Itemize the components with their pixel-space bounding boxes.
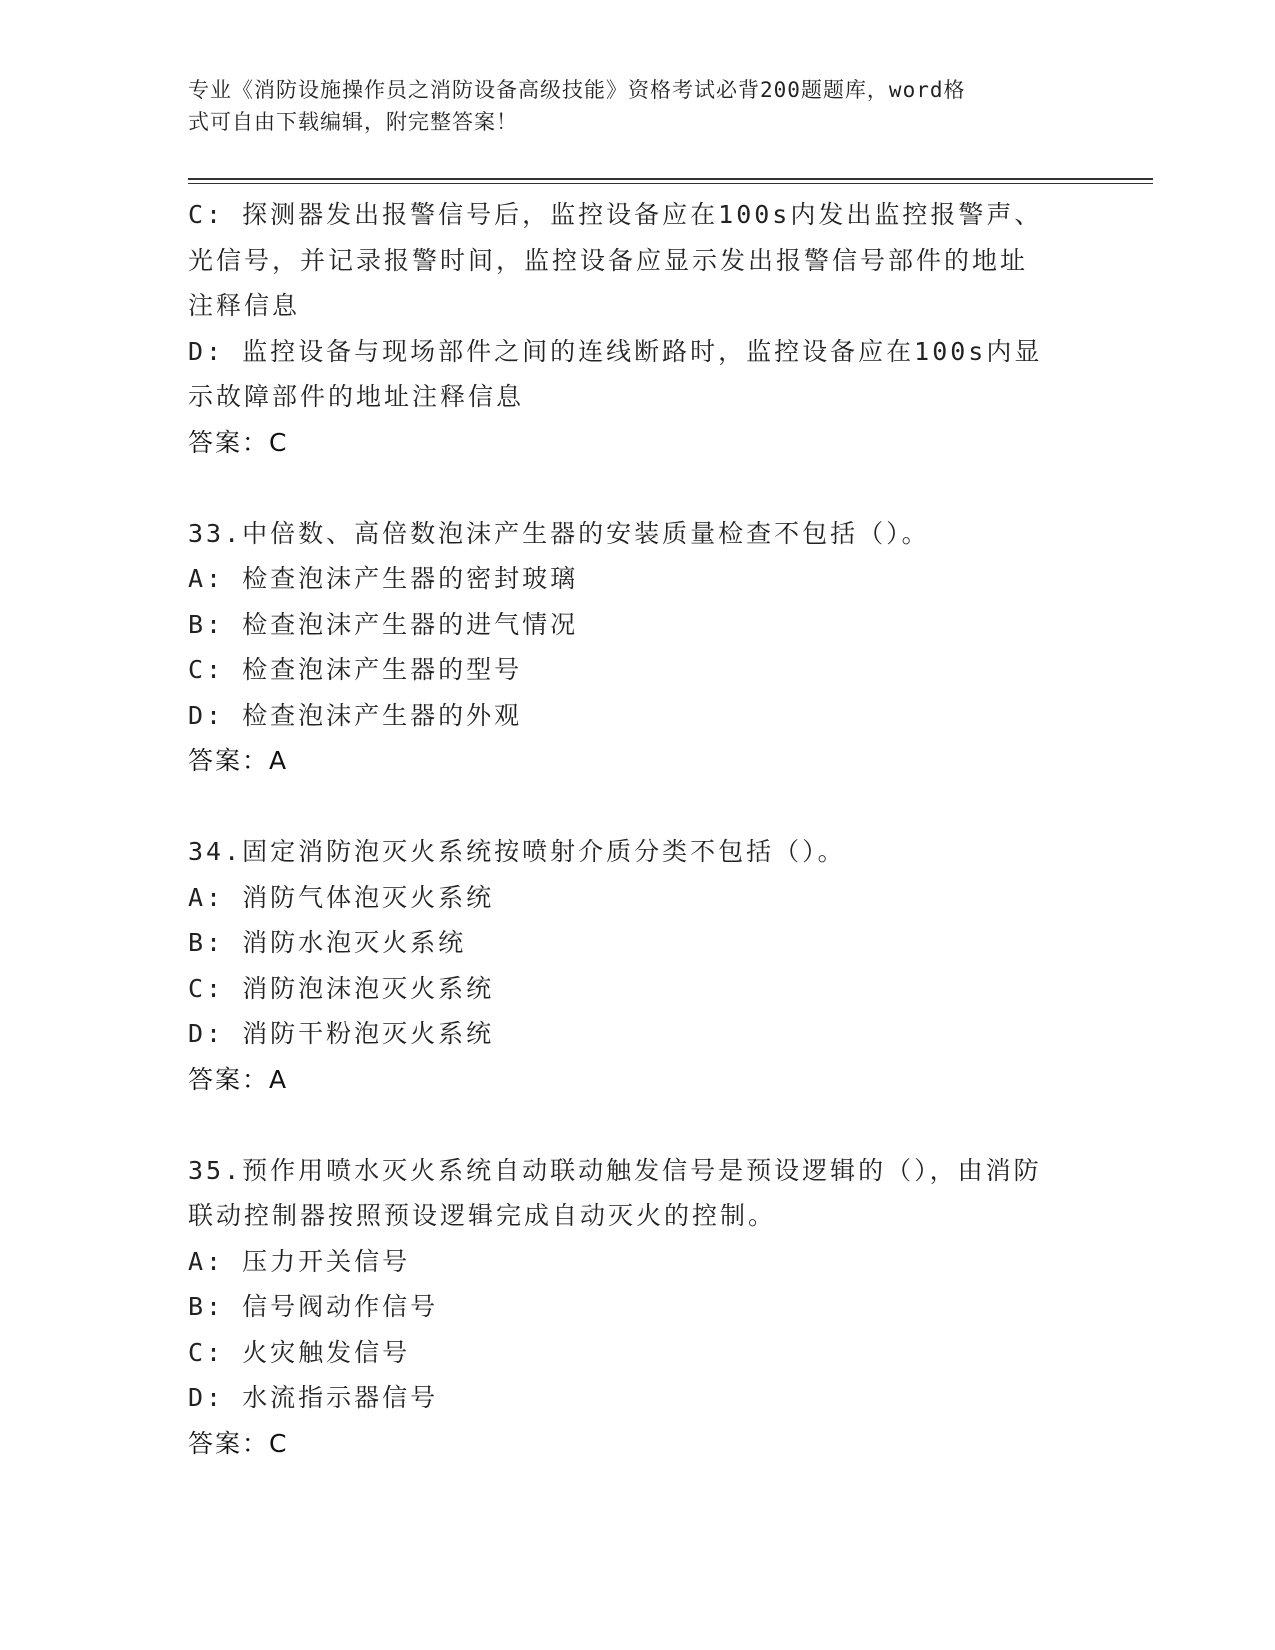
answer-34: 答案：A — [188, 1064, 289, 1094]
question-stem-line-1: 35.预作用喷水灭火系统自动联动触发信号是预设逻辑的（），由消防 — [188, 1155, 1042, 1185]
option-c: C: 火灾触发信号 — [188, 1337, 411, 1367]
option-c: C: 检查泡沫产生器的型号 — [188, 655, 523, 684]
question-34 — [188, 829, 1088, 1102]
answer-35: 答案：C — [188, 1428, 289, 1458]
spacer — [188, 465, 1088, 511]
question-list — [188, 192, 1088, 1466]
option-b: B: 信号阀动作信号 — [188, 1292, 439, 1321]
option-d: D: 水流指示器信号 — [188, 1383, 439, 1412]
option-a: A: 消防气体泡灭火系统 — [188, 882, 495, 912]
option-b: B: 消防水泡灭火系统 — [188, 928, 467, 957]
header-line-1: 专业《消防设施操作员之消防设备高级技能》资格考试必背200题题库，word格 — [188, 78, 966, 102]
document-header — [188, 74, 1068, 138]
option-d: D: 检查泡沫产生器的外观 — [188, 700, 523, 730]
answer-32: 答案：C — [188, 427, 289, 457]
header-divider-thick — [188, 178, 1153, 180]
question-stem-line-2: 联动控制器按照预设逻辑完成自动灭火的控制。 — [188, 1201, 777, 1230]
option-b: B: 检查泡沫产生器的进气情况 — [188, 609, 579, 639]
option-d-line-2: 示故障部件的地址注释信息 — [188, 382, 525, 411]
option-c-line-2: 光信号，并记录报警时间，监控设备应显示发出报警信号部件的地址 — [188, 245, 1029, 275]
spacer — [188, 784, 1088, 830]
question-stem: 34.固定消防泡灭火系统按喷射介质分类不包括（）。 — [188, 837, 846, 866]
option-c: C: 消防泡沫泡灭火系统 — [188, 973, 495, 1003]
header-divider-thin — [188, 183, 1153, 184]
option-c-line-1: C: 探测器发出报警信号后，监控设备应在100s内发出监控报警声、 — [188, 200, 1043, 229]
answer-33: 答案：A — [188, 746, 289, 775]
option-a: A: 检查泡沫产生器的密封玻璃 — [188, 564, 579, 593]
question-35 — [188, 1148, 1088, 1467]
question-33 — [188, 511, 1088, 784]
question-32-continued — [188, 192, 1088, 465]
option-a: A: 压力开关信号 — [188, 1246, 411, 1276]
question-stem: 33.中倍数、高倍数泡沫产生器的安装质量检查不包括（）。 — [188, 518, 930, 548]
option-d-line-1: D: 监控设备与现场部件之间的连线断路时，监控设备应在100s内显 — [188, 336, 1043, 366]
option-c-line-3: 注释信息 — [188, 291, 301, 320]
header-line-2: 式可自由下载编辑，附完整答案！ — [188, 110, 518, 134]
spacer — [188, 1102, 1088, 1148]
option-d: D: 消防干粉泡灭火系统 — [188, 1019, 495, 1048]
